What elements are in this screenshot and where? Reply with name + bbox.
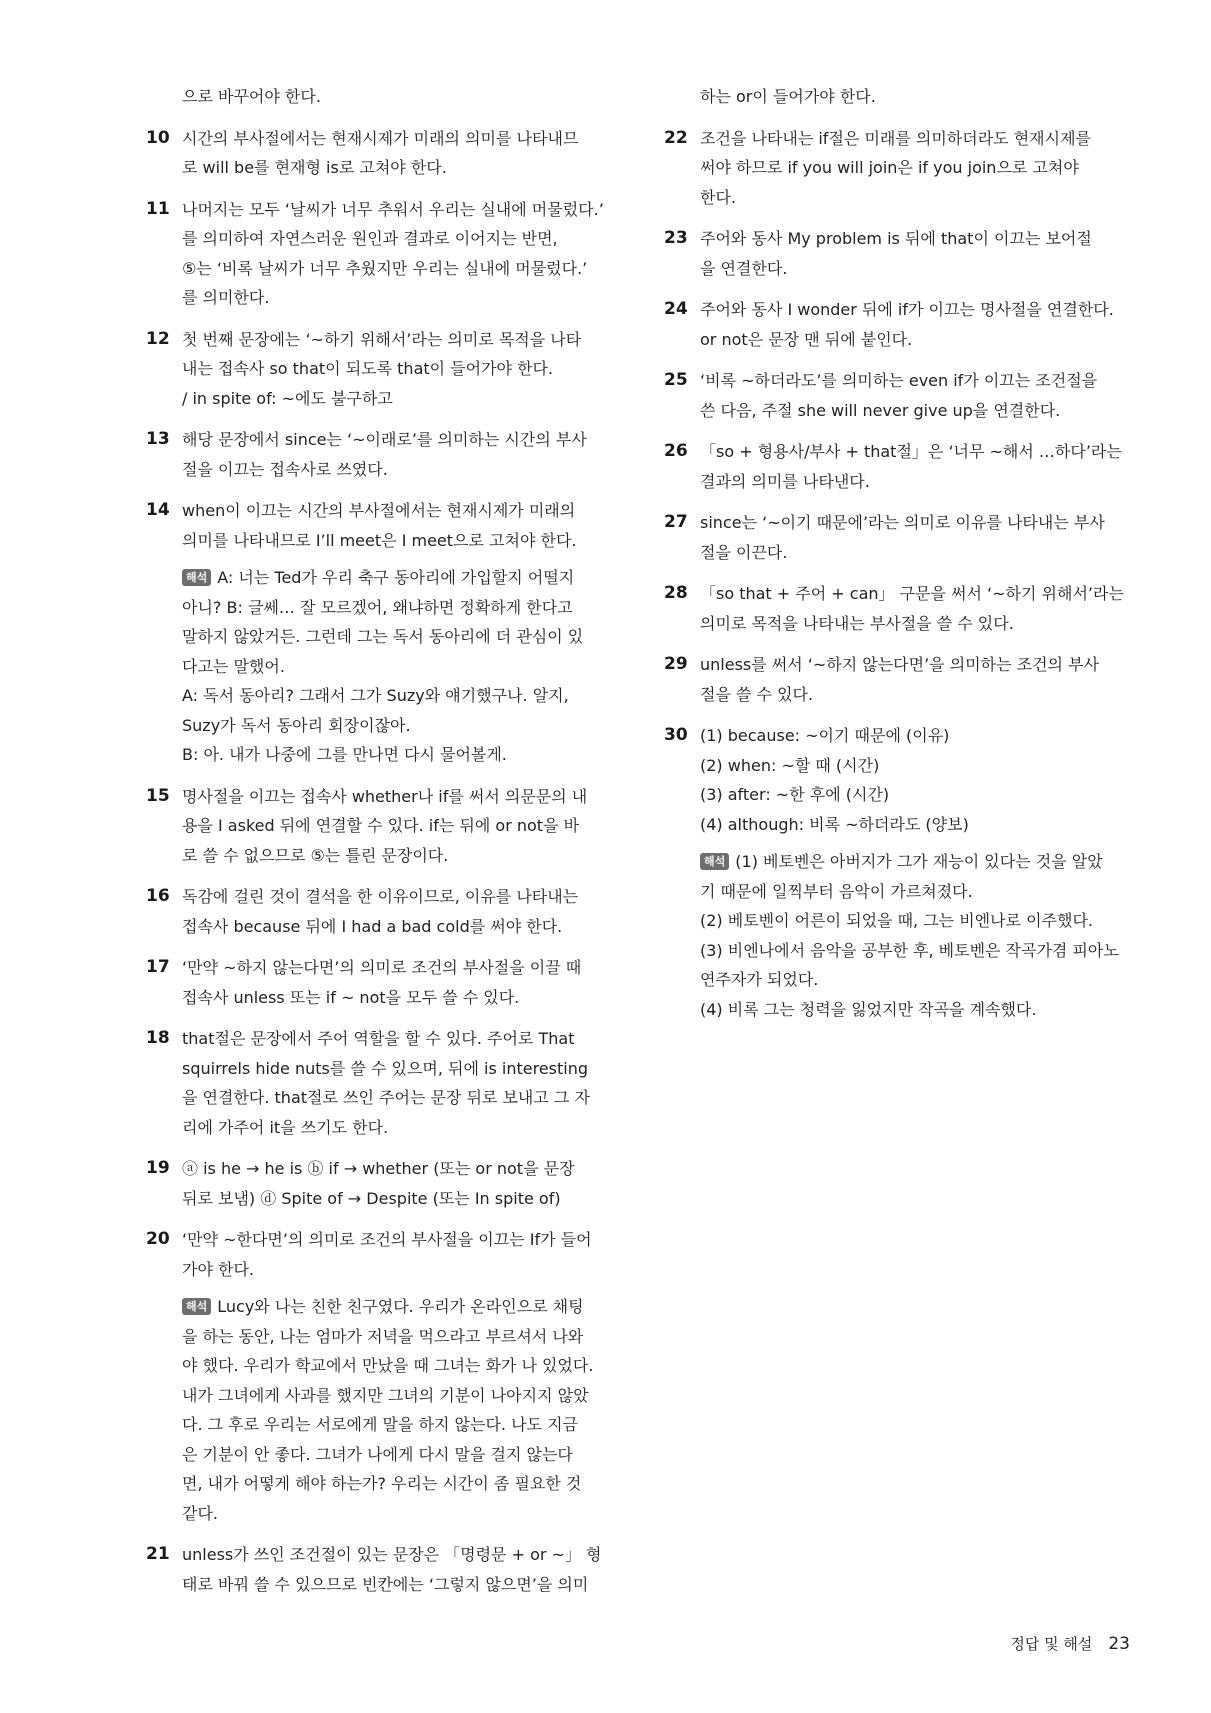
explanation-line: unless가 쓰인 조건절이 있는 문장은 「명령문 + or ~」 형 (182, 1545, 602, 1564)
explanation-line: 주어와 동사 I wonder 뒤에 if가 이끄는 명사절을 연결한다. (700, 300, 1114, 319)
translation-line (700, 847, 1126, 877)
answer-number: 19 (146, 1158, 170, 1178)
explanation-line: 명사절을 이끄는 접속사 whether나 if를 써서 의문문의 내 (182, 786, 588, 806)
page-footer (990, 1633, 1130, 1654)
translation-block (700, 847, 1126, 1024)
answer-item (146, 1154, 601, 1213)
explanation-line: 써야 하므로 if you will join은 if you join으로 고쳐야 (700, 158, 1079, 177)
translation-text: 은 기분이 안 좋다. 그녀가 나에게 다시 말을 걸지 않는다 (182, 1444, 573, 1464)
answer-item (664, 124, 1126, 213)
translation-text: B: 아. 내가 나중에 그를 만나면 다시 물어볼게. (182, 745, 507, 764)
answer-number: 25 (664, 370, 688, 390)
answer-number: 18 (146, 1028, 170, 1048)
answer-number: 22 (664, 127, 688, 148)
answer-number: 10 (146, 127, 170, 148)
translation-badge: 해석 (182, 1298, 211, 1315)
translation-text: 야 했다. 우리가 학교에서 만났을 때 그녀는 화가 나 있었다. (182, 1356, 594, 1375)
translation-line (182, 711, 601, 741)
explanation-line: 접속사 because 뒤에 I had a bad cold를 써야 한다. (182, 916, 563, 936)
explanation-line: ‘만약 ~하지 않는다면’의 의미로 조건의 부사절을 이끌 때 (182, 958, 582, 977)
explanation-line: 가야 한다. (182, 1259, 254, 1279)
explanation-line: (3) after: ~한 후에 (시간) (700, 785, 890, 804)
explanation-line: 의미로 목적을 나타내는 부사절을 쓸 수 있다. (700, 613, 1014, 633)
translation-text: 다. 그 후로 우리는 서로에게 말을 하지 않는다. 나도 지금 (182, 1415, 578, 1434)
right-column (664, 82, 1126, 1036)
explanation-line: ⑤는 ‘비록 날씨가 너무 추웠지만 우리는 실내에 머물렀다.’ (182, 258, 588, 278)
answer-number: 21 (146, 1544, 170, 1564)
answer-item (664, 295, 1126, 354)
explanation-line: ‘만약 ~한다면’의 의미로 조건의 부사절을 이끄는 If가 들어 (182, 1230, 592, 1249)
explanation-line: 결과의 의미를 나타낸다. (700, 471, 870, 491)
translation-line (182, 1351, 601, 1381)
answer-item (146, 195, 604, 313)
explanation-line: (1) because: ~이기 때문에 (이유) (700, 726, 950, 745)
answer-number: 17 (146, 957, 170, 977)
explanation-line: 으로 바꾸어야 한다. (182, 87, 321, 106)
explanation-line: 쓴 다음, 주절 she will never give up을 연결한다. (700, 400, 1061, 420)
translation-line (182, 622, 601, 652)
translation-block (182, 563, 601, 770)
translation-text: (1) 베토벤은 아버지가 그가 재능이 있다는 것을 알았 (735, 852, 1103, 871)
explanation-line: when이 이끄는 시간의 부사절에서는 현재시제가 미래의 (182, 501, 576, 520)
translation-line (182, 1381, 601, 1411)
answer-item (146, 782, 601, 871)
explanation-line: 용을 I asked 뒤에 연결할 수 있다. if는 뒤에 or not을 바 (182, 816, 580, 835)
explanation-line: 한다. (700, 187, 736, 207)
translation-text: 기 때문에 일찍부터 음악이 가르쳐졌다. (700, 881, 973, 901)
explanation-line: 주어와 동사 My problem is 뒤에 that이 이끄는 보어절 (700, 229, 1092, 248)
explanation-line: 절을 이끄는 접속사로 쓰였다. (182, 459, 388, 479)
translation-line (182, 1440, 601, 1470)
translation-line (182, 652, 601, 682)
explanation-line: (2) when: ~할 때 (시간) (700, 755, 880, 775)
continued-text (664, 82, 1126, 112)
translation-text: Suzy가 독서 동아리 회장이잖아. (182, 715, 411, 735)
answer-number: 15 (146, 785, 170, 806)
explanation-line: 로 will be를 현재형 is로 고쳐야 한다. (182, 158, 447, 177)
explanation-line: 뒤로 보냄) ⓓ Spite of → Despite (또는 In spite of) (182, 1188, 561, 1208)
translation-text: 을 하는 동안, 나는 엄마가 저녁을 먹으라고 부르셔서 나와 (182, 1326, 584, 1346)
explanation-line: 시간의 부사절에서는 현재시제가 미래의 의미를 나타내므 (182, 128, 579, 148)
translation-line (182, 740, 601, 770)
translation-text: 말하지 않았거든. 그런데 그는 독서 동아리에 더 관심이 있 (182, 627, 584, 646)
explanation-line: 나머지는 모두 ‘날씨가 너무 추워서 우리는 실내에 머물렀다.’ (182, 199, 604, 219)
translation-line (700, 877, 1126, 907)
explanation-line: 해당 문장에서 since는 ‘~이래로’를 의미하는 시간의 부사 (182, 430, 587, 449)
explanation-line: 「so + 형용사/부사 + that절」은 ‘너무 ~해서 …하다’라는 (700, 442, 1122, 461)
translation-badge: 해석 (182, 569, 211, 586)
explanation-line: or not은 문장 맨 뒤에 붙인다. (700, 329, 913, 349)
continued-text (146, 82, 601, 112)
answer-number: 11 (146, 198, 170, 219)
explanation-line: 로 쓸 수 없으므로 ⑤는 틀린 문장이다. (182, 845, 449, 865)
translation-line (182, 681, 601, 711)
explanation-line: 「so that + 주어 + can」 구문을 써서 ‘~하기 위해서’라는 (700, 584, 1124, 603)
answer-number: 14 (146, 500, 170, 520)
answer-item (146, 496, 601, 770)
explanation-line: squirrels hide nuts를 쓸 수 있으며, 뒤에 is interesting (182, 1058, 589, 1078)
explanation-line: (4) although: 비록 ~하더라도 (양보) (700, 814, 969, 834)
translation-text: 같다. (182, 1503, 218, 1523)
answer-number: 30 (664, 725, 688, 745)
explanation-line: 태로 바꿔 쓸 수 있으므로 빈칸에는 ‘그렇지 않으면’을 의미 (182, 1574, 589, 1594)
answer-number: 28 (664, 583, 688, 603)
translation-line (182, 1292, 601, 1322)
explanation-line: since는 ‘~이기 때문에’라는 의미로 이유를 나타내는 부사 (700, 513, 1105, 532)
translation-line (182, 1322, 601, 1352)
translation-text: Lucy와 나는 친한 친구였다. 우리가 온라인으로 채팅 (217, 1297, 584, 1316)
translation-line (182, 1499, 601, 1529)
translation-text: (3) 비엔나에서 음악을 공부한 후, 베토벤은 작곡가겸 피아노 (700, 940, 1119, 960)
answer-number: 27 (664, 512, 688, 532)
answer-item (146, 1540, 601, 1599)
explanation-line: unless를 써서 ‘~하지 않는다면’을 의미하는 조건의 부사 (700, 655, 1100, 674)
translation-line (700, 995, 1126, 1025)
footer-label: 정답 및 해설 (1010, 1635, 1093, 1653)
explanation-line: ‘비록 ~하더라도’를 의미하는 even if가 이끄는 조건절을 (700, 371, 1098, 390)
explanation-line: 조건을 나타내는 if절은 미래를 의미하더라도 현재시제를 (700, 128, 1091, 148)
explanation-line: 절을 쓸 수 있다. (700, 684, 814, 704)
page-number: 23 (1108, 1634, 1130, 1654)
translation-line (182, 1410, 601, 1440)
left-column (146, 82, 604, 1611)
answer-number: 13 (146, 429, 170, 449)
translation-line (700, 936, 1126, 966)
explanation-line: 독감에 걸린 것이 결석을 한 이유이므로, 이유를 나타내는 (182, 887, 579, 906)
answer-number: 29 (664, 654, 688, 674)
translation-text: 연주자가 되었다. (700, 970, 819, 989)
translation-line (182, 593, 601, 623)
explanation-line: 리에 가주어 it을 쓰기도 한다. (182, 1117, 389, 1137)
translation-text: A: 독서 동아리? 그래서 그가 Suzy와 얘기했구나. 알지, (182, 686, 569, 705)
answer-number: 16 (146, 886, 170, 906)
translation-line (182, 563, 601, 593)
answer-number: 20 (146, 1229, 170, 1249)
answer-number: 24 (664, 299, 688, 319)
translation-block (182, 1292, 601, 1528)
explanation-line: 접속사 unless 또는 if ~ not을 모두 쓸 수 있다. (182, 987, 520, 1007)
answer-item (146, 325, 601, 414)
answer-item (664, 437, 1126, 496)
answer-item (146, 1024, 601, 1142)
answer-item (146, 124, 601, 183)
explanation-line: ⓐ is he → he is ⓑ if → whether (또는 or not을 문장 (182, 1159, 575, 1178)
explanation-line: 을 연결한다. (700, 258, 788, 278)
explanation-line: 의미를 나타내므로 I’ll meet은 I meet으로 고쳐야 한다. (182, 530, 577, 550)
explanation-line: / in spite of: ~에도 불구하고 (182, 388, 393, 408)
translation-text: (2) 베토벤이 어른이 되었을 때, 그는 비엔나로 이주했다. (700, 911, 1094, 930)
explanation-line: 첫 번째 문장에는 ‘~하기 위해서’라는 의미로 목적을 나타 (182, 329, 582, 349)
translation-badge: 해석 (700, 853, 729, 870)
translation-text: 면, 내가 어떻게 해야 하는가? 우리는 시간이 좀 필요한 것 (182, 1474, 582, 1493)
answer-item (664, 508, 1126, 567)
answer-number: 12 (146, 328, 170, 349)
answer-item (664, 366, 1126, 425)
answer-item (664, 650, 1126, 709)
answer-item (664, 579, 1126, 638)
answer-number: 23 (664, 228, 688, 248)
explanation-line: 을 연결한다. that절로 쓰인 주어는 문장 뒤로 보내고 그 자 (182, 1088, 590, 1107)
explanation-line: 하는 or이 들어가야 한다. (700, 87, 876, 106)
translation-line (700, 906, 1126, 936)
translation-text: (4) 비록 그는 청력을 잃었지만 작곡을 계속했다. (700, 999, 1037, 1019)
answer-item (146, 882, 601, 941)
translation-text: A: 너는 Ted가 우리 축구 동아리에 가입할지 어떨지 (217, 568, 575, 587)
translation-text: 아니? B: 글쎄… 잘 모르겠어, 왜냐하면 정확하게 한다고 (182, 597, 573, 617)
answer-item (664, 224, 1126, 283)
translation-line (700, 965, 1126, 995)
answer-item (146, 953, 601, 1012)
translation-text: 내가 그녀에게 사과를 했지만 그녀의 기분이 나아지지 않았 (182, 1385, 589, 1405)
translation-text: 다고는 말했어. (182, 656, 285, 676)
explanation-line: 내는 접속사 so that이 되도록 that이 들어가야 한다. (182, 359, 554, 378)
answer-item (146, 425, 601, 484)
explanation-line: that절은 문장에서 주어 역할을 할 수 있다. 주어로 That (182, 1029, 575, 1048)
explanation-line: 를 의미한다. (182, 288, 270, 307)
translation-line (182, 1469, 601, 1499)
explanation-line: 절을 이끈다. (700, 542, 788, 562)
answer-item (146, 1225, 601, 1528)
answer-item (664, 721, 1126, 1024)
explanation-line: 를 의미하여 자연스러운 원인과 결과로 이어지는 반면, (182, 229, 558, 248)
answer-number: 26 (664, 441, 688, 461)
